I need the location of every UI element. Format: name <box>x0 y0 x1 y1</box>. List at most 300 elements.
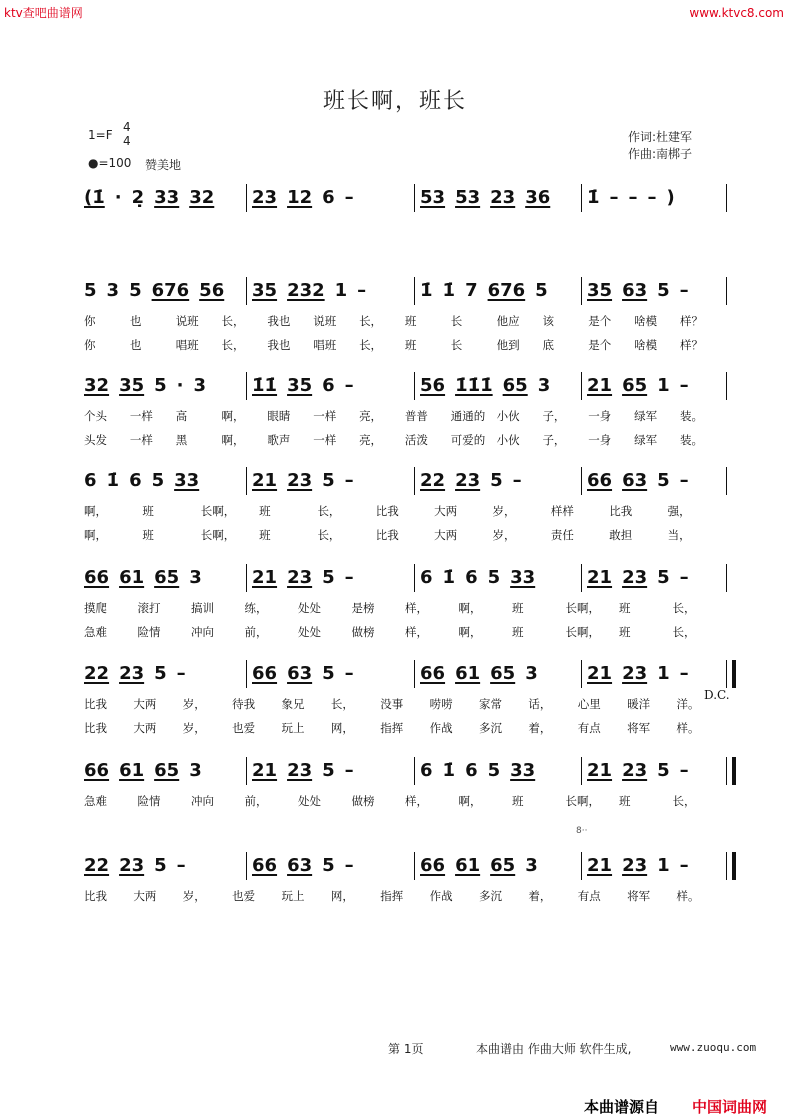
lyric-syllable: 将军 <box>627 721 651 735</box>
lyric-syllable: 处处 <box>298 794 321 808</box>
measure <box>420 370 550 396</box>
lyric-syllable: 班 <box>404 314 417 328</box>
lyric-line <box>84 624 726 640</box>
lyric-syllable: 一身 <box>588 409 612 423</box>
lyric-syllable: 急难 <box>84 625 107 639</box>
lyric-syllable: 长， <box>221 314 245 328</box>
note-group: 1 <box>657 663 670 684</box>
lyric-syllable: 待我 <box>232 697 256 711</box>
note-group: ) <box>666 187 675 208</box>
lyric-syllable: 班 <box>619 601 631 615</box>
note-group: 61 <box>455 855 481 876</box>
lyric-line <box>84 408 726 424</box>
lyric-syllable: 心里 <box>577 697 601 711</box>
lyric-syllable: 也爱 <box>232 889 256 903</box>
barline <box>246 757 247 785</box>
lyric-syllable: 长， <box>330 697 354 711</box>
lyric-syllable: 是个 <box>588 338 612 352</box>
lyric-syllable: 样？ <box>679 338 703 352</box>
lyric-syllable: 啊， <box>221 409 245 423</box>
generator-site: www.zuoqu.com <box>670 1041 757 1054</box>
note-group: 676 <box>151 280 190 301</box>
note-group: 3 <box>537 375 551 396</box>
lyric-line <box>84 313 726 329</box>
lyric-syllable: 没事 <box>380 697 404 711</box>
lyric-syllable: 责任 <box>550 528 574 542</box>
lyric-syllable: 摸爬 <box>84 601 107 615</box>
measure <box>84 465 199 491</box>
note-group: 21 <box>252 470 278 491</box>
note-group: 6 <box>322 375 335 396</box>
lyric-syllable: 练， <box>244 601 268 615</box>
lyric-syllable: 做榜 <box>351 625 375 639</box>
lyric-syllable: 眼睛 <box>267 409 291 423</box>
watermark-top-right: www.ktvc8.com <box>689 6 784 20</box>
note-group: 5 <box>487 760 501 781</box>
note-group: 1̇1̇1̇ <box>455 375 493 396</box>
lyric-syllable: 也 <box>129 338 142 352</box>
lyric-syllable: 班 <box>259 504 271 518</box>
measure <box>587 755 689 781</box>
dc-marking: D.C. <box>704 688 730 702</box>
lyricist-credit: 作词:杜建军 <box>628 130 693 144</box>
lyric-syllable: 他到 <box>496 338 520 352</box>
lyric-syllable: 将军 <box>627 889 651 903</box>
lyric-syllable: 险情 <box>137 625 161 639</box>
note-group: 61 <box>455 663 481 684</box>
measure <box>420 275 548 301</box>
lyric-syllable: 岁， <box>492 504 516 518</box>
note-group: 35 <box>252 280 278 301</box>
note-group: 66 <box>252 663 278 684</box>
lyric-syllable: 班 <box>619 794 631 808</box>
barline <box>414 277 415 305</box>
lyric-syllable: 子， <box>542 433 566 447</box>
measure <box>252 275 366 301</box>
note-group: 66 <box>587 470 613 491</box>
note-group: 5 <box>535 280 548 301</box>
lyric-syllable: 暖洋 <box>627 697 651 711</box>
note-group: 5 <box>154 375 167 396</box>
lyric-syllable: 当， <box>667 528 691 542</box>
note-group: – <box>679 470 689 491</box>
note-group: 66 <box>84 567 110 588</box>
note-group: 3 <box>189 760 202 781</box>
lyric-syllable: 冲向 <box>191 794 214 808</box>
barline <box>414 757 415 785</box>
lyric-syllable: 啊， <box>458 625 482 639</box>
note-group: 1 <box>657 855 670 876</box>
measure <box>84 850 186 876</box>
lyric-syllable: 长， <box>672 794 696 808</box>
lyric-syllable: 长， <box>672 625 696 639</box>
lyric-syllable: 强， <box>667 504 691 518</box>
lyric-syllable: 作战 <box>429 889 453 903</box>
barline <box>581 564 582 592</box>
lyric-syllable: 绿军 <box>634 433 658 447</box>
lyric-syllable: 玩上 <box>281 889 305 903</box>
note-group: 23 <box>119 855 145 876</box>
lyric-line <box>84 503 726 519</box>
lyric-syllable: 比我 <box>84 697 107 711</box>
note-group: 23 <box>287 760 313 781</box>
note-group: 1̇ <box>442 280 456 301</box>
measure <box>252 755 354 781</box>
lyric-syllable: 大两 <box>133 721 157 735</box>
note-group: 1 <box>657 375 670 396</box>
note-group: 23 <box>252 187 278 208</box>
note-group: 5 <box>322 855 335 876</box>
lyric-syllable: 绿军 <box>634 409 658 423</box>
lyric-syllable: 处处 <box>298 601 321 615</box>
note-group: 21 <box>587 663 613 684</box>
lyric-syllable: 长， <box>672 601 696 615</box>
lyric-syllable: 唠唠 <box>429 697 453 711</box>
lyric-syllable: 网， <box>330 889 354 903</box>
barline <box>581 660 582 688</box>
lyric-syllable: 岁， <box>182 721 206 735</box>
barline <box>246 660 247 688</box>
measure <box>587 275 689 301</box>
note-group: 1̇ <box>587 187 600 208</box>
note-group: – <box>344 375 354 396</box>
lyric-syllable: 长 <box>450 338 463 352</box>
lyric-syllable: 样， <box>405 601 428 615</box>
measure <box>252 562 354 588</box>
lyric-syllable: 长啊， <box>200 528 236 542</box>
lyric-syllable: 长 <box>450 314 463 328</box>
expression-marking: 赞美地 <box>145 158 182 172</box>
barline <box>246 372 247 400</box>
lyric-syllable: 样。 <box>676 889 700 903</box>
note-group: – <box>344 855 354 876</box>
barline <box>246 467 247 495</box>
lyric-syllable: 是榜 <box>351 601 375 615</box>
note-group: – <box>176 663 186 684</box>
note-group: 5 <box>322 470 335 491</box>
barline <box>581 852 582 880</box>
lyric-syllable: 班 <box>142 528 154 542</box>
lyric-syllable: 大两 <box>434 504 458 518</box>
note-group: 3 <box>525 663 538 684</box>
note-group: 1̇ <box>442 567 456 588</box>
note-group: 32 <box>189 187 215 208</box>
note-group: 6 <box>129 470 142 491</box>
note-group: – <box>344 663 354 684</box>
barline <box>581 467 582 495</box>
lyric-syllable: 比我 <box>84 721 107 735</box>
lyric-syllable: 歌声 <box>267 433 291 447</box>
measure <box>420 182 550 208</box>
time-signature-bottom: 4 <box>123 134 131 148</box>
lyric-syllable: 啊， <box>458 794 482 808</box>
note-group: 22 <box>84 855 110 876</box>
lyric-syllable: 着， <box>528 721 552 735</box>
note-group: 53 <box>455 187 481 208</box>
measure <box>252 850 354 876</box>
note-group: 23 <box>622 760 648 781</box>
lyric-line <box>84 527 726 543</box>
note-group: 65 <box>490 663 516 684</box>
lyric-syllable: 多沉 <box>479 721 502 735</box>
barline <box>414 467 415 495</box>
lyric-syllable: 唱班 <box>175 338 199 352</box>
lyric-syllable: 啊， <box>458 601 482 615</box>
note-group: 5 <box>657 280 670 301</box>
lyric-syllable: 该 <box>542 314 554 328</box>
measure <box>420 658 538 684</box>
lyric-syllable: 多沉 <box>479 889 502 903</box>
note-group: 23 <box>622 663 648 684</box>
note-group: 56 <box>420 375 446 396</box>
note-group: 6 <box>84 470 97 491</box>
note-group: 5 <box>657 760 670 781</box>
lyric-syllable: 样， <box>405 794 428 808</box>
note-group: 65 <box>502 375 528 396</box>
note-group: – <box>679 567 689 588</box>
note-group: 1̇ <box>442 760 456 781</box>
note-group: 66 <box>420 855 446 876</box>
note-group: 32 <box>84 375 110 396</box>
note-group: 65 <box>490 855 516 876</box>
lyric-syllable: 岁， <box>182 697 206 711</box>
note-group: 5 <box>322 760 335 781</box>
note-group: 23 <box>455 470 481 491</box>
note-group: 36 <box>525 187 551 208</box>
lyric-syllable: 我也 <box>267 314 291 328</box>
measure <box>84 370 206 396</box>
note-group: – <box>679 760 689 781</box>
barline <box>246 184 247 212</box>
note-group: 35 <box>587 280 613 301</box>
note-group: 5 <box>322 567 335 588</box>
lyric-syllable: 网， <box>330 721 354 735</box>
lyric-syllable: 家常 <box>479 697 502 711</box>
barline <box>414 372 415 400</box>
lyric-syllable: 黑 <box>175 433 188 447</box>
note-group: 6 <box>322 187 335 208</box>
note-group: 5 <box>129 280 142 301</box>
key-signature: 1=F <box>88 128 113 142</box>
lyric-syllable: 高 <box>175 409 188 423</box>
lyric-line <box>84 888 726 904</box>
note-group: 33 <box>174 470 200 491</box>
lyric-syllable: 子， <box>542 409 566 423</box>
note-group: – <box>609 187 619 208</box>
lyric-syllable: 作战 <box>429 721 453 735</box>
barline <box>246 564 247 592</box>
lyric-syllable: 啥模 <box>634 314 658 328</box>
note-group: 35 <box>119 375 145 396</box>
note-group: 5 <box>322 663 335 684</box>
lyric-line <box>84 696 726 712</box>
tempo-marking: ●=100 <box>88 156 132 170</box>
source-label: 本曲谱源自 <box>584 1098 660 1116</box>
note-group: 63 <box>287 663 313 684</box>
lyric-syllable: 小伙 <box>496 433 520 447</box>
note-group: 1̇ <box>420 280 433 301</box>
lyric-syllable: 大两 <box>133 889 157 903</box>
note-group: · <box>176 375 184 396</box>
barline <box>726 660 736 688</box>
lyric-line <box>84 432 726 448</box>
barline <box>726 757 736 785</box>
barline <box>726 184 727 212</box>
lyric-syllable: 长， <box>221 338 245 352</box>
note-group: 21 <box>252 567 278 588</box>
lyric-syllable: 比我 <box>84 889 107 903</box>
note-group: 33 <box>154 187 180 208</box>
note-group: 1̇1̇ <box>252 375 278 396</box>
note-group: – <box>176 855 186 876</box>
note-group: 3 <box>525 855 538 876</box>
lyric-line <box>84 600 726 616</box>
note-group: 53 <box>420 187 446 208</box>
measure <box>84 275 224 301</box>
lyric-syllable: 样。 <box>676 721 700 735</box>
lyric-syllable: 班 <box>512 601 524 615</box>
quarter-note-icon: ● <box>88 156 99 170</box>
measure <box>587 370 689 396</box>
lyric-syllable: 啊， <box>84 504 107 518</box>
barline <box>414 184 415 212</box>
note-group: – <box>679 280 689 301</box>
note-group: 5 <box>154 855 167 876</box>
lyric-syllable: 他应 <box>496 314 520 328</box>
lyric-syllable: 一样 <box>313 409 337 423</box>
lyric-line <box>84 720 726 736</box>
measure <box>587 465 689 491</box>
note-group: 22 <box>420 470 446 491</box>
generated-by: 本曲谱由 作曲大师 软件生成, <box>476 1042 632 1056</box>
lyric-syllable: 大两 <box>133 697 157 711</box>
lyric-syllable: 岁， <box>182 889 206 903</box>
measure <box>252 182 354 208</box>
barline <box>581 184 582 212</box>
note-group: 3 <box>189 567 202 588</box>
measure <box>252 465 354 491</box>
note-group: 66 <box>252 855 278 876</box>
note-group: · <box>114 187 122 208</box>
lyric-syllable: 长， <box>317 528 341 542</box>
lyric-syllable: 可爱的 <box>450 433 486 447</box>
lyric-syllable: 玩上 <box>281 721 305 735</box>
note-group: 23 <box>622 567 648 588</box>
time-signature-top: 4 <box>123 120 131 134</box>
note-group: – <box>357 280 367 301</box>
note-group: – <box>512 470 522 491</box>
measure <box>420 755 535 781</box>
lyric-syllable: 冲向 <box>191 625 214 639</box>
note-group: – <box>344 567 354 588</box>
watermark-top-left: ktv查吧曲谱网 <box>4 6 83 20</box>
note-group: 63 <box>622 470 648 491</box>
lyric-syllable: 班 <box>404 338 417 352</box>
lyric-syllable: 普普 <box>404 409 428 423</box>
note-group: – <box>628 187 638 208</box>
lyric-syllable: 洋。 <box>676 697 700 711</box>
note-group: 3 <box>106 280 120 301</box>
source-site: 中国词曲网 <box>692 1098 768 1116</box>
lyric-syllable: 有点 <box>577 889 601 903</box>
note-group: 3 <box>193 375 207 396</box>
note-group: 5 <box>657 470 670 491</box>
lyric-syllable: 岁， <box>492 528 516 542</box>
note-group: 1 <box>334 280 348 301</box>
note-group: 232 <box>287 280 325 301</box>
barline <box>726 277 727 305</box>
note-group: 66 <box>84 760 110 781</box>
note-group: 2̣ <box>131 187 145 208</box>
segno-mark: 8·· <box>576 826 588 836</box>
lyric-syllable: 亮， <box>359 433 383 447</box>
note-group: 6 <box>420 567 433 588</box>
note-group: 1̇ <box>106 470 120 491</box>
note-group: 56 <box>199 280 225 301</box>
lyric-syllable: 小伙 <box>496 409 520 423</box>
barline <box>414 852 415 880</box>
lyric-syllable: 比我 <box>375 504 399 518</box>
lyric-syllable: 活泼 <box>404 433 428 447</box>
lyric-syllable: 急难 <box>84 794 107 808</box>
lyric-syllable: 一身 <box>588 433 612 447</box>
lyric-syllable: 一样 <box>129 409 153 423</box>
note-group: 5 <box>151 470 165 491</box>
note-group: – <box>344 470 354 491</box>
lyric-syllable: 通通的 <box>450 409 486 423</box>
barline <box>246 852 247 880</box>
note-group: 21 <box>587 567 613 588</box>
note-group: 5 <box>490 470 503 491</box>
note-group: 5 <box>84 280 97 301</box>
lyric-syllable: 班 <box>619 625 631 639</box>
lyric-syllable: 样？ <box>679 314 703 328</box>
measure <box>587 182 675 208</box>
lyric-syllable: 滚打 <box>137 601 161 615</box>
note-group: 63 <box>287 855 313 876</box>
barline <box>726 852 736 880</box>
measure <box>420 465 522 491</box>
lyric-syllable: 长啊， <box>565 794 600 808</box>
note-group: 21 <box>587 375 613 396</box>
lyric-syllable: 险情 <box>137 794 161 808</box>
measure <box>420 850 538 876</box>
lyric-syllable: 长， <box>359 338 383 352</box>
lyric-syllable: 也爱 <box>232 721 256 735</box>
lyric-syllable: 长， <box>359 314 383 328</box>
lyric-syllable: 你 <box>84 314 96 328</box>
note-group: 6 <box>465 567 478 588</box>
note-group: 21 <box>252 760 278 781</box>
note-group: 6 <box>420 760 433 781</box>
note-group: 23 <box>490 187 516 208</box>
measure <box>84 562 202 588</box>
note-group: 33 <box>510 760 536 781</box>
measure <box>84 182 214 208</box>
lyric-syllable: 班 <box>259 528 271 542</box>
lyric-syllable: 装。 <box>679 433 703 447</box>
barline <box>581 372 582 400</box>
note-group: 676 <box>487 280 526 301</box>
lyric-syllable: 唱班 <box>313 338 337 352</box>
lyric-syllable: 头发 <box>84 433 107 447</box>
lyric-syllable: 大两 <box>434 528 458 542</box>
lyric-syllable: 比我 <box>609 504 633 518</box>
measure <box>84 755 202 781</box>
note-group: 61 <box>119 760 145 781</box>
lyric-syllable: 一样 <box>313 433 337 447</box>
lyric-syllable: 班 <box>142 504 154 518</box>
